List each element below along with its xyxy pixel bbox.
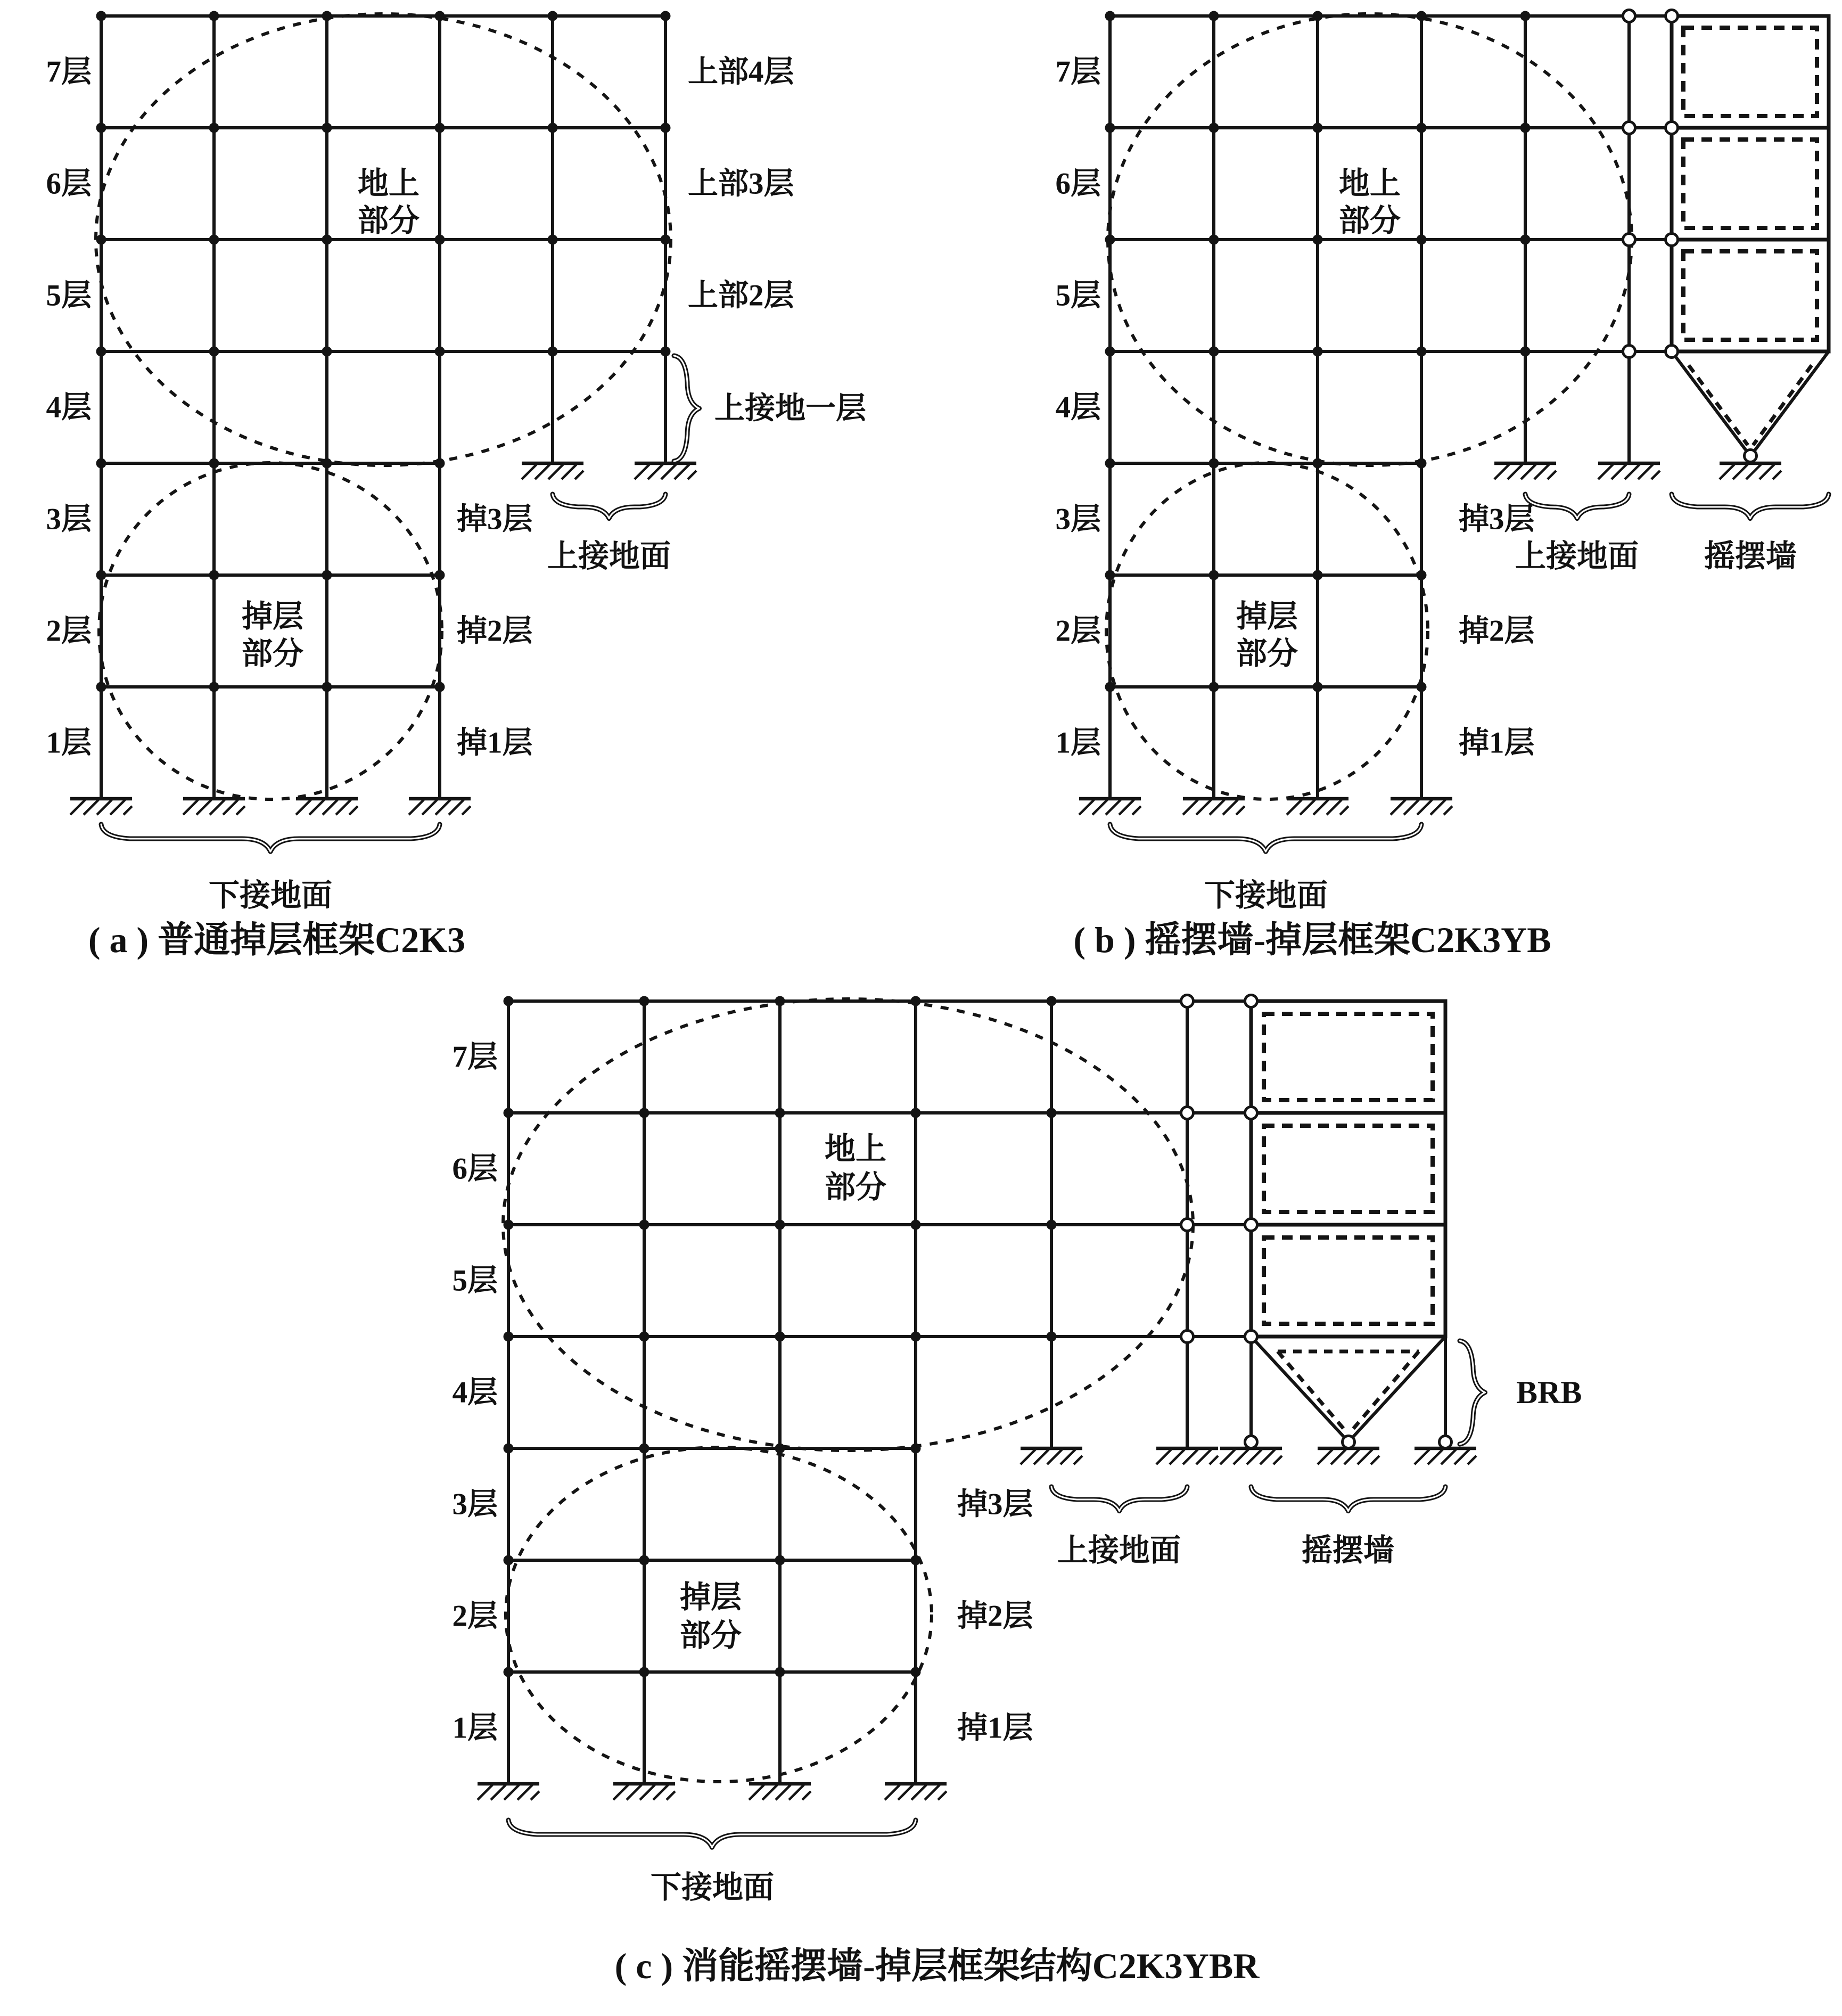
drop-story-label-c-1: 掉1层 <box>957 1711 1033 1745</box>
drop-part-label-b-line1: 掉层 <box>1236 599 1298 634</box>
panel-b-rocking-wall <box>1672 16 1829 453</box>
joint-dot <box>1105 123 1115 133</box>
hinge-circle <box>1245 1331 1257 1343</box>
drop-story-label-a-2: 掉2层 <box>457 614 533 648</box>
joint-dot <box>1105 682 1115 692</box>
above-ground-part-label-b-line2: 部分 <box>1338 203 1401 238</box>
joint-dot <box>1209 570 1219 580</box>
joint-dot <box>1209 235 1219 245</box>
joint-dot <box>661 11 671 21</box>
joint-dot <box>209 570 219 580</box>
joint-dot <box>548 11 558 21</box>
joint-dot <box>639 996 649 1006</box>
drop-story-label-b-3: 掉3层 <box>1459 502 1535 536</box>
joint-dot <box>639 1220 649 1230</box>
joint-dot <box>911 1444 921 1454</box>
joint-dot <box>435 235 445 245</box>
joint-dot <box>639 1444 649 1454</box>
joint-dot <box>911 1220 921 1230</box>
drop-story-label-b-1: 掉1层 <box>1459 726 1535 760</box>
joint-dot <box>322 11 332 21</box>
joint-dot <box>548 347 558 357</box>
lower-ground-label-a: 下接地面 <box>208 878 333 913</box>
floor-label-c-1: 1层 <box>452 1711 498 1745</box>
hinge-circle <box>1623 234 1635 246</box>
joint-dot <box>1047 1108 1057 1118</box>
hinge-circle <box>1623 10 1635 22</box>
joint-dot <box>96 458 106 469</box>
upper-story-label-a-3: 上部3层 <box>688 167 794 201</box>
joint-dot <box>435 123 445 133</box>
joint-dot <box>209 458 219 469</box>
joint-dot <box>435 11 445 21</box>
joint-dot <box>504 1444 514 1454</box>
panel-c-rocking-wall <box>1251 1001 1445 1437</box>
joint-dot <box>1417 458 1427 469</box>
joint-dot <box>504 1332 514 1342</box>
above-ground-part-label-c-line2: 部分 <box>824 1170 887 1204</box>
joint-dot <box>911 1667 921 1677</box>
hinge-circle <box>1245 1107 1257 1119</box>
joint-dot <box>1047 1220 1057 1230</box>
joint-dot <box>1209 458 1219 469</box>
hinge-circle <box>1181 995 1194 1007</box>
joint-dot <box>504 1667 514 1677</box>
hinge-circle <box>1623 346 1635 358</box>
joint-dot <box>1520 11 1531 21</box>
upper-ground-story-label-a: 上接地一层 <box>714 391 866 425</box>
joint-dot <box>1105 570 1115 580</box>
upper-ground-label-c: 上接地面 <box>1057 1533 1181 1568</box>
floor-label-c-3: 3层 <box>452 1487 498 1521</box>
joint-dot <box>1209 11 1219 21</box>
joint-dot <box>1417 570 1427 580</box>
hinge-circle <box>1666 122 1678 134</box>
joint-dot <box>1313 11 1323 21</box>
hinge-circle <box>1745 450 1757 462</box>
above-ground-part-label-c-line1: 地上 <box>824 1132 887 1166</box>
joint-dot <box>775 996 785 1006</box>
joint-dot <box>1209 682 1219 692</box>
drop-story-label-c-2: 掉2层 <box>957 1599 1033 1633</box>
joint-dot <box>911 1332 921 1342</box>
panel-a-frame <box>101 16 665 799</box>
joint-dot <box>775 1332 785 1342</box>
hinge-circle <box>1666 234 1678 246</box>
caption-b: ( b ) 摇摆墙-掉层框架C2K3YB <box>1073 920 1551 960</box>
floor-label-b-4: 4层 <box>1055 390 1101 424</box>
joint-dot <box>435 570 445 580</box>
panel-b-supports <box>1079 463 1781 815</box>
joint-dot <box>504 1220 514 1230</box>
joint-dot <box>209 682 219 692</box>
lower-ground-label-c: 下接地面 <box>650 1870 775 1905</box>
panel-b-frame <box>1110 16 1672 799</box>
drop-part-label-a-line1: 掉层 <box>241 599 304 634</box>
joint-dot <box>911 996 921 1006</box>
hinge-circle <box>1666 10 1678 22</box>
floor-label-b-3: 3层 <box>1055 502 1101 536</box>
floor-label-b-7: 7层 <box>1055 55 1101 89</box>
joint-dot <box>1520 123 1531 133</box>
joint-dot <box>1417 682 1427 692</box>
joint-dot <box>1047 996 1057 1006</box>
joint-dot <box>1105 235 1115 245</box>
drop-part-label-c-line1: 掉层 <box>679 1580 742 1615</box>
panel-c-frame <box>508 1001 1251 1784</box>
above-ground-part-label-a-line1: 地上 <box>357 166 420 201</box>
joint-dot <box>96 235 106 245</box>
joint-dot <box>1209 347 1219 357</box>
joint-dot <box>1105 458 1115 469</box>
joint-dot <box>322 570 332 580</box>
rocking-wall-label-b: 摇摆墙 <box>1704 539 1797 573</box>
joint-dot <box>661 123 671 133</box>
joint-dot <box>435 458 445 469</box>
joint-dot <box>504 996 514 1006</box>
joint-dot <box>1313 682 1323 692</box>
floor-label-a-7: 7层 <box>46 55 92 89</box>
joint-dot <box>1520 347 1531 357</box>
joint-dot <box>96 682 106 692</box>
joint-dot <box>1313 235 1323 245</box>
joint-dot <box>322 458 332 469</box>
upper-story-label-a-2: 上部2层 <box>688 278 794 313</box>
joint-dot <box>1417 235 1427 245</box>
joint-dot <box>322 682 332 692</box>
joint-dot <box>504 1108 514 1118</box>
drop-story-label-a-3: 掉3层 <box>457 502 533 536</box>
hinge-circle <box>1666 346 1678 358</box>
joint-dot <box>322 123 332 133</box>
joint-dot <box>322 235 332 245</box>
caption-a: ( a ) 普通掉层框架C2K3 <box>88 920 466 960</box>
panel-c-braces <box>508 1341 1485 1847</box>
lower-ground-label-b: 下接地面 <box>1204 878 1328 913</box>
upper-ground-label-a: 上接地面 <box>547 539 671 573</box>
floor-label-b-2: 2层 <box>1055 614 1101 648</box>
floor-label-b-5: 5层 <box>1055 278 1101 313</box>
joint-dot <box>775 1220 785 1230</box>
joint-dot <box>504 1555 514 1566</box>
joint-dot <box>775 1444 785 1454</box>
caption-c: ( c ) 消能摇摆墙-掉层框架结构C2K3YBR <box>614 1946 1260 1986</box>
floor-label-a-4: 4层 <box>46 390 92 424</box>
joint-dot <box>639 1332 649 1342</box>
floor-label-c-2: 2层 <box>452 1599 498 1633</box>
drop-story-label-a-1: 掉1层 <box>457 726 533 760</box>
joint-dot <box>1417 123 1427 133</box>
joint-dot <box>1417 11 1427 21</box>
joint-dot <box>1417 347 1427 357</box>
joint-dot <box>209 11 219 21</box>
joint-dot <box>639 1108 649 1118</box>
rocking-wall-label-c: 摇摆墙 <box>1301 1533 1395 1568</box>
floor-label-a-5: 5层 <box>46 278 92 313</box>
hinge-circle <box>1623 122 1635 134</box>
joint-dot <box>548 235 558 245</box>
floor-label-a-2: 2层 <box>46 614 92 648</box>
floor-label-c-4: 4层 <box>452 1375 498 1409</box>
floor-label-b-6: 6层 <box>1055 167 1101 201</box>
floor-label-a-1: 1层 <box>46 726 92 760</box>
panel-b-hinge-circles <box>1623 10 1757 462</box>
joint-dot <box>911 1108 921 1118</box>
joint-dot <box>1520 235 1531 245</box>
hinge-circle <box>1181 1331 1194 1343</box>
drop-story-label-c-3: 掉3层 <box>957 1487 1033 1521</box>
floor-label-b-1: 1层 <box>1055 726 1101 760</box>
floor-label-c-6: 6层 <box>452 1152 498 1186</box>
joint-dot <box>775 1108 785 1118</box>
hinge-circle <box>1181 1219 1194 1231</box>
joint-dot <box>639 1667 649 1677</box>
joint-dot <box>1313 570 1323 580</box>
drop-story-label-b-2: 掉2层 <box>1459 614 1535 648</box>
joint-dot <box>96 570 106 580</box>
joint-dot <box>661 235 671 245</box>
upper-story-label-a-4: 上部4层 <box>688 55 794 89</box>
joint-dot <box>96 347 106 357</box>
brb-label-c: BRB <box>1516 1375 1582 1410</box>
drop-part-label-c-line2: 部分 <box>679 1618 742 1653</box>
joint-dot <box>209 347 219 357</box>
floor-label-c-7: 7层 <box>452 1040 498 1074</box>
drop-part-label-b-line2: 部分 <box>1236 636 1298 671</box>
above-ground-part-label-b-line1: 地上 <box>1338 166 1401 201</box>
joint-dot <box>322 347 332 357</box>
floor-label-c-5: 5层 <box>452 1264 498 1298</box>
drop-part-label-a-line2: 部分 <box>241 636 304 671</box>
joint-dot <box>775 1555 785 1566</box>
joint-dot <box>96 11 106 21</box>
above-ground-part-label-a-line2: 部分 <box>357 203 420 238</box>
hinge-circle <box>1245 1436 1257 1448</box>
upper-ground-label-b: 上接地面 <box>1515 539 1639 573</box>
joint-dot <box>209 123 219 133</box>
joint-dot <box>548 123 558 133</box>
hinge-circle <box>1440 1436 1452 1448</box>
floor-label-a-3: 3层 <box>46 502 92 536</box>
joint-dot <box>911 1555 921 1566</box>
joint-dot <box>1105 347 1115 357</box>
joint-dot <box>775 1667 785 1677</box>
hinge-circle <box>1181 1107 1194 1119</box>
joint-dot <box>661 347 671 357</box>
hinge-circle <box>1343 1436 1355 1448</box>
hinge-circle <box>1245 1219 1257 1231</box>
joint-dot <box>1047 1332 1057 1342</box>
hinge-circle <box>1245 995 1257 1007</box>
joint-dot <box>1313 347 1323 357</box>
panel-c-drop-part-ellipse <box>506 1447 932 1782</box>
joint-dot <box>1313 123 1323 133</box>
joint-dot <box>1209 123 1219 133</box>
joint-dot <box>96 123 106 133</box>
panel-c-hinge-circles <box>1181 995 1452 1448</box>
joint-dot <box>435 682 445 692</box>
joint-dot <box>1313 458 1323 469</box>
joint-dot <box>1105 11 1115 21</box>
joint-dot <box>435 347 445 357</box>
floor-label-a-6: 6层 <box>46 167 92 201</box>
joint-dot <box>209 235 219 245</box>
panel-a-braces <box>101 356 700 851</box>
joint-dot <box>639 1555 649 1566</box>
